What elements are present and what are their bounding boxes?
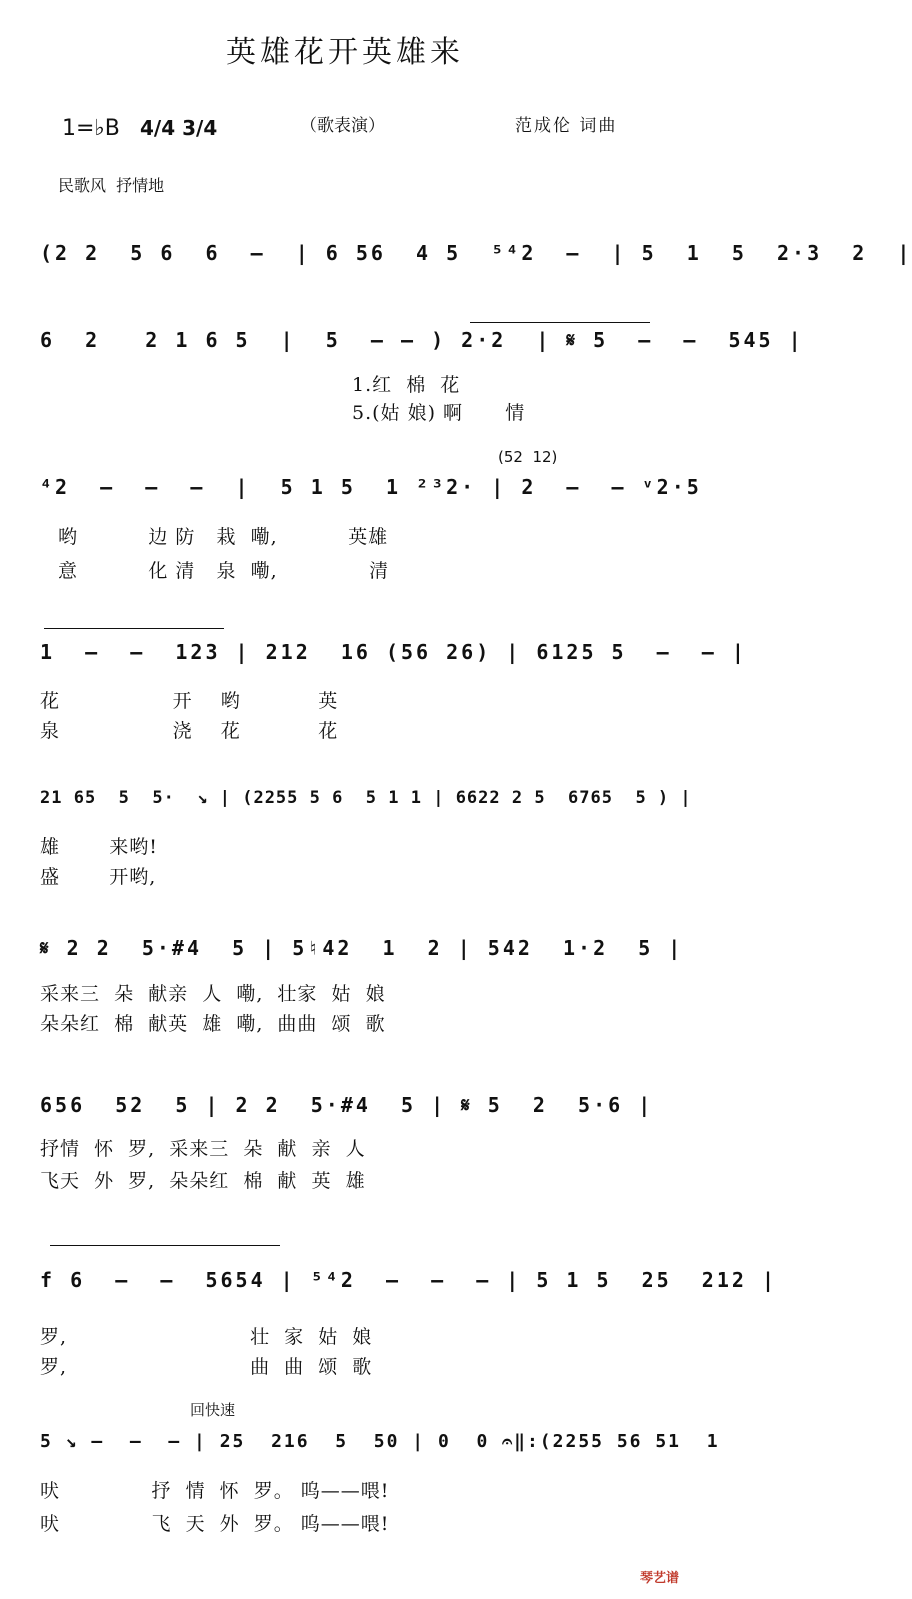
watermark-logo: 琴艺谱 [640, 1571, 680, 1586]
lyric-line-5b: 盛 开哟, [40, 866, 157, 888]
bracket-annotation: (52 12) [498, 448, 558, 466]
tempo-marking: 回快速 [190, 1401, 236, 1419]
lyric-line-3a: 哟 边 防 栽 嘞, 英雄 [58, 526, 389, 548]
notation-line-8: f 6 — — 5654 | ⁵⁴2 — — — | 5 1 5 25 212 | [40, 1268, 778, 1292]
song-title: 英雄花开英雄来 [226, 35, 464, 70]
notation-line-2: 6 2 2 1 6 5 | 5 — — ) 2·2 | 𝄋 5 — — 545 | [40, 328, 804, 352]
style-marking: 民歌风 抒情地 [58, 176, 165, 195]
lyric-line-9b: 吠 飞 天 外 罗。 呜——喂! [40, 1513, 390, 1535]
lyric-line-5a: 雄 来哟! [40, 836, 158, 858]
lyric-line-7b: 飞天 外 罗, 朵朵红 棉 献 英 雄 [40, 1170, 366, 1192]
lyric-line-2b: 5.(姑 娘) 啊 情 [352, 402, 526, 424]
lyric-line-6a: 采来三 朵 献亲 人 嘞, 壮家 姑 娘 [40, 983, 386, 1005]
lyric-line-3b: 意 化 清 泉 嘞, 清 [58, 560, 390, 582]
lyric-line-4b: 泉 浇 花 花 [40, 720, 339, 742]
notation-line-5: 21 65 5 5· ↘ | (2255 5 6 5 1 1 | 6622 2 5 6765 5 ) | [40, 788, 692, 808]
notation-line-4: 1 — — 123 | 212 16 (56 26) | 6125 5 — — | [40, 640, 747, 664]
time-signature: 4/4 3/4 [140, 116, 218, 140]
lyric-line-8b: 罗, 曲 曲 颂 歌 [40, 1356, 373, 1378]
lyric-line-9a: 吠 抒 情 怀 罗。 呜——喂! [40, 1480, 390, 1502]
notation-line-7: 656 52 5 | 2 2 5·#4 5 | 𝄋 5 2 5·6 | [40, 1093, 654, 1117]
lyric-line-8a: 罗, 壮 家 姑 娘 [40, 1326, 373, 1348]
slur-line [50, 1245, 280, 1246]
slur-line [44, 628, 224, 629]
lyric-line-4a: 花 开 哟 英 [40, 690, 339, 712]
notation-line-6: 𝄋 2 2 5·#4 5 | 5♮42 1 2 | 542 1·2 5 | [40, 936, 684, 960]
notation-line-9: 5 ↘ — — — | 25 216 5 50 | 0 0 𝄐‖:(2255 56 51 1 [40, 1431, 720, 1452]
notation-line-1: (2 2 5 6 6 — | 6 56 4 5 ⁵⁴2 — | 5 1 5 2·3 2 | [40, 241, 912, 265]
credits: 范成伦 词曲 [515, 116, 618, 136]
lyric-line-7a: 抒情 怀 罗, 采来三 朵 献 亲 人 [40, 1138, 366, 1160]
key-signature: 1=♭B [62, 116, 120, 141]
notation-line-3: ⁴2 — — — | 5 1 5 1 ²³2· | 2 — — ᵛ2·5 [40, 475, 702, 499]
slur-line [470, 322, 650, 323]
performance-type: （歌表演） [300, 116, 385, 136]
lyric-line-2a: 1.红 棉 花 [352, 374, 461, 396]
lyric-line-6b: 朵朵红 棉 献英 雄 嘞, 曲曲 颂 歌 [40, 1013, 386, 1035]
